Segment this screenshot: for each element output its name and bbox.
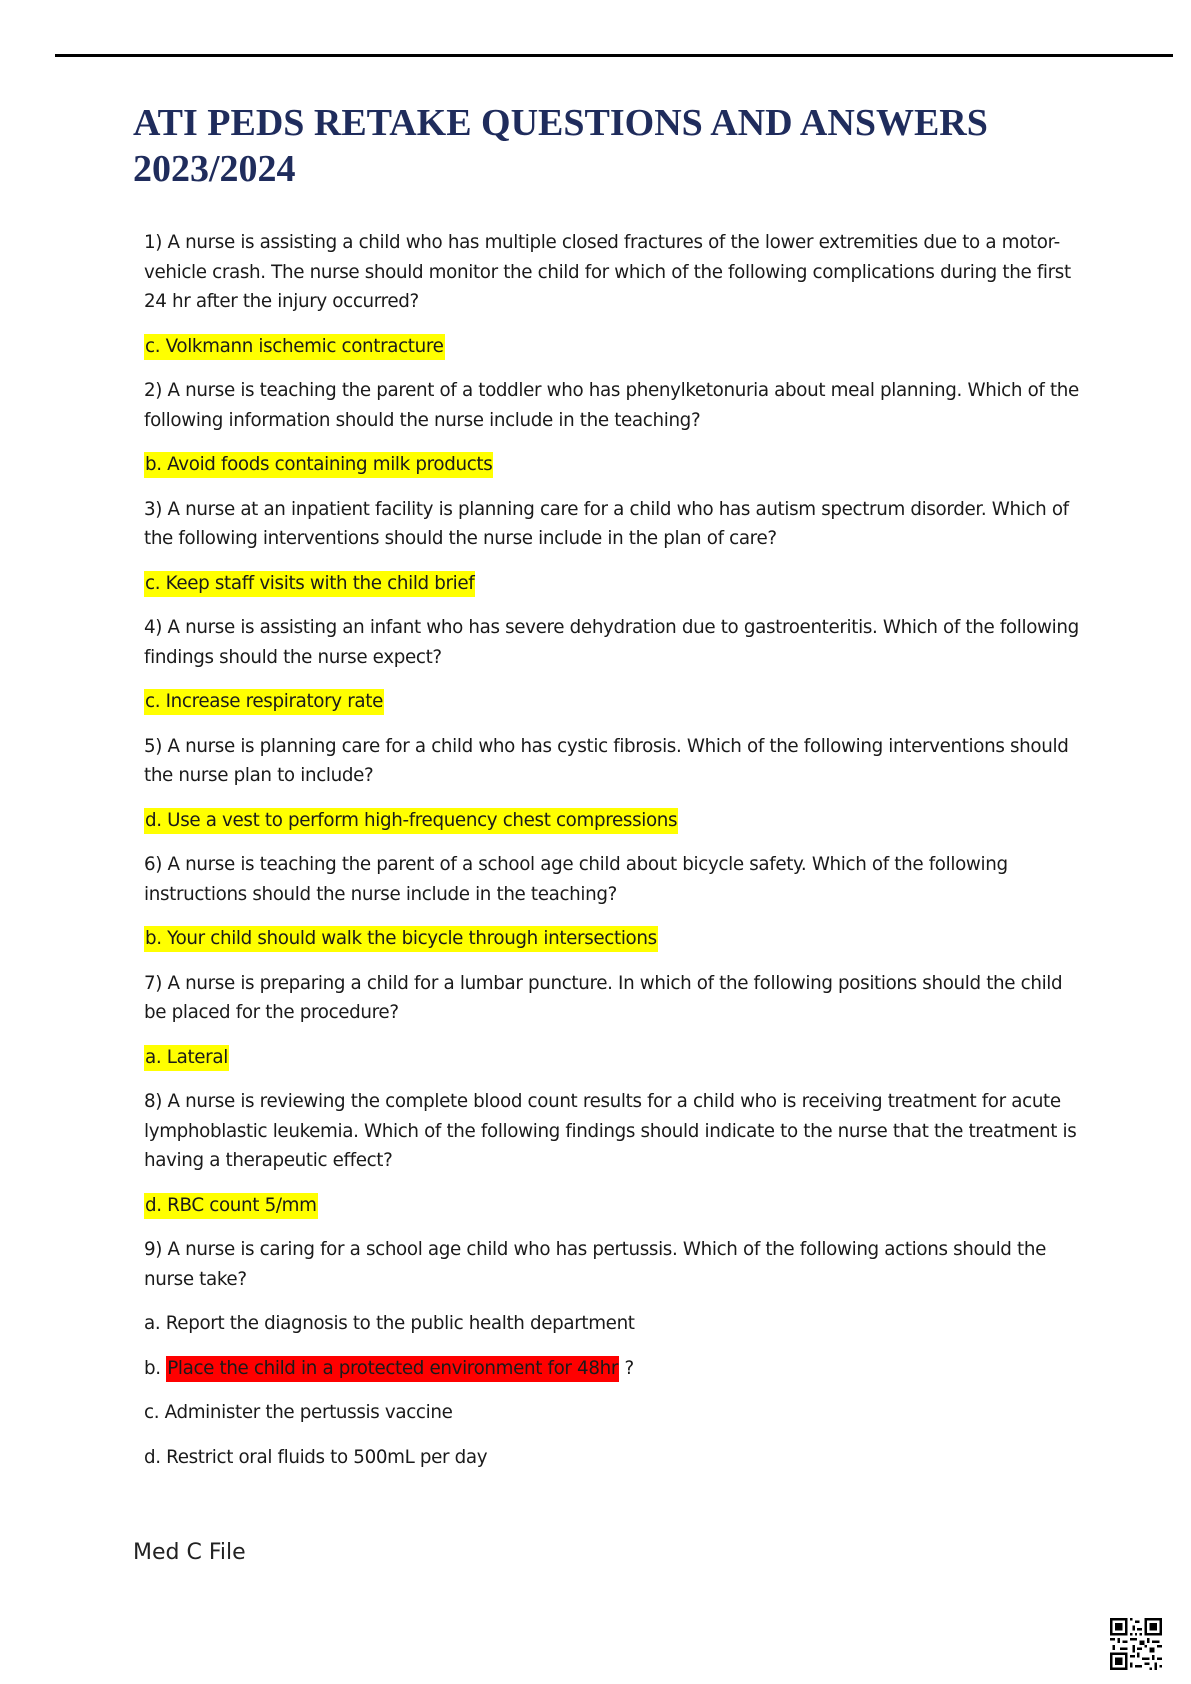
- question-text: 3) A nurse at an inpatient facility is planning care for a child who has autism spectrum disorder. Which of the following interventions should the nurse include in the plan of care?: [144, 498, 1069, 549]
- answer-line: [144, 924, 1084, 954]
- question-text: 5) A nurse is planning care for a child who has cystic fibrosis. Which of the following interventions should the nurse plan to include?: [144, 735, 1069, 786]
- answer-line: [144, 687, 1084, 717]
- answer-highlight: c. Increase respiratory rate: [144, 689, 384, 715]
- question-text: 4) A nurse is assisting an infant who has severe dehydration due to gastroenteritis. Which of the following findings should the nurse expect?: [144, 617, 1079, 668]
- answer-line: [144, 806, 1084, 836]
- option-b-suffix: ?: [619, 1357, 634, 1379]
- option-d: d. Restrict oral fluids to 500mL per day: [144, 1446, 488, 1468]
- document-title: ATI PEDS RETAKE QUESTIONS AND ANSWERS 2023/2024: [133, 102, 988, 190]
- question-text: 9) A nurse is caring for a school age child who has pertussis. Which of the following actions should the nurse take?: [144, 1239, 1046, 1290]
- answer-highlight: b. Avoid foods containing milk products: [144, 452, 493, 478]
- option-b-highlight: Place the child in a protected environment for 48hr: [166, 1356, 619, 1382]
- answer-highlight: d. RBC count 5/mm: [144, 1193, 318, 1219]
- question-text: 7) A nurse is preparing a child for a lumbar puncture. In which of the following positions should the child be placed for the procedure?: [144, 972, 1063, 1023]
- option-b: [144, 1354, 1084, 1384]
- question-text: 6) A nurse is teaching the parent of a school age child about bicycle safety. Which of the following instructions should the nurse include in the teaching?: [144, 854, 1008, 905]
- question-text: 8) A nurse is reviewing the complete blood count results for a child who is receiving treatment for acute lymphoblastic leukemia. Which of the following findings should indicate to the nurse that the treatment is having a therapeutic effect?: [144, 1091, 1077, 1171]
- answer-highlight: a. Lateral: [144, 1045, 229, 1071]
- answer-line: [144, 332, 1084, 362]
- answer-highlight: d. Use a vest to perform high-frequency chest compressions: [144, 808, 678, 834]
- question-text: 2) A nurse is teaching the parent of a toddler who has phenylketonuria about meal planning. Which of the following information should the nurse include in the teaching?: [144, 380, 1079, 431]
- qa-list: [144, 228, 1084, 1487]
- option-b-prefix: b.: [144, 1357, 167, 1379]
- question-text: 1) A nurse is assisting a child who has multiple closed fractures of the lower extremities due to a motor-vehicle crash. The nurse should monitor the child for which of the following complications during the first 24 hr after the injury occurred?: [144, 232, 1071, 312]
- answer-highlight: c. Keep staff visits with the child brief: [144, 571, 475, 597]
- qr-code-icon: [1110, 1618, 1162, 1670]
- option-c: c. Administer the pertussis vaccine: [144, 1402, 453, 1423]
- top-rule: [55, 54, 1173, 57]
- answer-highlight: c. Volkmann ischemic contracture: [144, 334, 445, 360]
- answer-line: [144, 1191, 1084, 1221]
- answer-line: [144, 569, 1084, 599]
- answer-highlight: b. Your child should walk the bicycle through intersections: [144, 926, 658, 952]
- answer-line: [144, 1043, 1084, 1073]
- option-a: a. Report the diagnosis to the public health department: [144, 1313, 635, 1334]
- answer-line: [144, 450, 1084, 480]
- footer-brand: Med C File: [133, 1540, 246, 1565]
